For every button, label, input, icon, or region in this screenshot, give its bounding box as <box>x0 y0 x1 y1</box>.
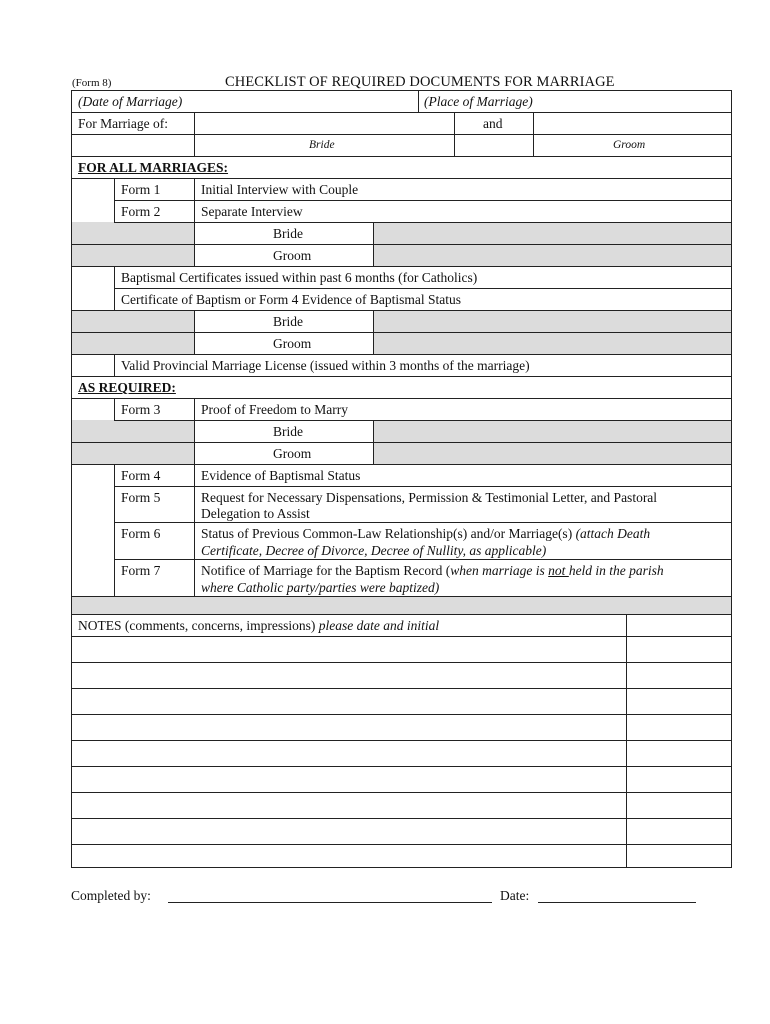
form7-text-line2: where Catholic party/parties were baptized) <box>201 580 440 595</box>
rule <box>194 398 195 464</box>
rule <box>114 486 732 487</box>
rule <box>114 222 732 223</box>
page-title: CHECKLIST OF REQUIRED DOCUMENTS FOR MARRIAGE <box>225 74 615 90</box>
rule <box>71 112 732 113</box>
rule <box>731 90 732 867</box>
rule <box>194 310 195 354</box>
rule <box>71 867 732 868</box>
form4-text: Evidence of Baptismal Status <box>201 468 361 483</box>
rule <box>71 134 732 135</box>
form7-text-italic-a: when marriage is <box>450 563 549 578</box>
baptism-bride-label: Bride <box>273 314 303 329</box>
rule <box>71 244 732 245</box>
date-of-marriage-label: (Date of Marriage) <box>78 94 183 109</box>
form2-text: Separate Interview <box>201 204 303 219</box>
rule <box>71 442 732 443</box>
rule <box>71 464 732 465</box>
rule <box>533 112 534 156</box>
rule <box>71 688 732 689</box>
notes-label <box>78 618 439 633</box>
rule <box>71 714 732 715</box>
form-number: (Form 8) <box>72 77 112 89</box>
form7-text-italic-b: held in the parish <box>568 563 664 578</box>
form5-text-line1: Request for Necessary Dispensations, Permission & Testimonial Letter, and Pastoral <box>201 490 658 505</box>
completed-by-label: Completed by: <box>71 888 151 903</box>
rule <box>114 420 732 421</box>
shade-separator-row <box>71 596 732 614</box>
rule <box>114 200 732 201</box>
rule <box>71 614 732 615</box>
rule <box>71 376 732 377</box>
rule <box>71 178 732 179</box>
form2-code: Form 2 <box>121 204 161 219</box>
rule <box>194 112 195 156</box>
notes-label-italic: please date and initial <box>318 618 440 633</box>
rule <box>71 332 732 333</box>
certificate-of-baptism-text: Certificate of Baptism or Form 4 Evidence of Baptismal Status <box>121 292 462 307</box>
bride-caption: Bride <box>309 139 335 151</box>
place-of-marriage-label: (Place of Marriage) <box>424 94 533 109</box>
rule <box>194 178 195 266</box>
form3-code: Form 3 <box>121 402 161 417</box>
freedom-bride-label: Bride <box>273 424 303 439</box>
rule <box>373 310 374 354</box>
rule <box>114 464 115 596</box>
rule <box>71 90 72 867</box>
notes-label-plain: NOTES (comments, concerns, impressions) <box>78 618 319 633</box>
form5-code: Form 5 <box>121 490 161 505</box>
as-required-heading: AS REQUIRED: <box>78 380 176 395</box>
form6-text-italic: (attach Death <box>575 526 651 541</box>
for-marriage-of-label: For Marriage of: <box>78 116 168 131</box>
rule <box>454 112 455 156</box>
rule <box>114 288 732 289</box>
rule <box>71 740 732 741</box>
form1-code: Form 1 <box>121 182 161 197</box>
rule <box>194 464 195 596</box>
rule <box>71 398 732 399</box>
form7-text-plain: Notifice of Marriage for the Baptism Record ( <box>201 563 451 578</box>
rule <box>114 398 115 420</box>
rule <box>114 522 732 523</box>
form1-text: Initial Interview with Couple <box>201 182 359 197</box>
freedom-groom-label: Groom <box>273 446 312 461</box>
rule <box>71 844 732 845</box>
form7-text-not: not <box>548 563 569 578</box>
form7-text-line1 <box>201 563 664 578</box>
rule <box>626 614 627 867</box>
rule <box>71 266 732 267</box>
form4-code: Form 4 <box>121 468 161 483</box>
rule <box>418 90 419 112</box>
rule <box>71 354 732 355</box>
baptism-groom-label: Groom <box>273 336 312 351</box>
and-label: and <box>483 116 503 131</box>
for-all-marriages-heading: FOR ALL MARRIAGES: <box>78 160 229 175</box>
rule <box>71 792 732 793</box>
form3-text: Proof of Freedom to Marry <box>201 402 348 417</box>
rule <box>71 156 732 157</box>
form7-code: Form 7 <box>121 563 161 578</box>
date-label: Date: <box>500 888 530 903</box>
rule <box>114 178 115 222</box>
rule <box>114 354 115 376</box>
rule <box>71 90 732 91</box>
form6-code: Form 6 <box>121 526 161 541</box>
rule <box>114 266 115 310</box>
rule <box>373 420 374 464</box>
rule <box>71 310 732 311</box>
form6-text-line2: Certificate, Decree of Divorce, Decree of Nullity, as applicable) <box>201 543 547 558</box>
rule <box>71 766 732 767</box>
rule <box>114 559 732 560</box>
form6-text-line1 <box>201 526 650 541</box>
completed-by-line[interactable] <box>168 902 492 903</box>
rule <box>71 636 732 637</box>
rule <box>373 222 374 266</box>
marriage-license-text: Valid Provincial Marriage License (issued within 3 months of the marriage) <box>121 358 530 373</box>
date-line[interactable] <box>538 902 696 903</box>
groom-caption: Groom <box>613 139 646 151</box>
rule <box>71 596 732 597</box>
form5-text-line2: Delegation to Assist <box>201 506 310 521</box>
rule <box>71 662 732 663</box>
interview-groom-label: Groom <box>273 248 312 263</box>
baptismal-certificates-text: Baptismal Certificates issued within past 6 months (for Catholics) <box>121 270 478 285</box>
form6-text-plain: Status of Previous Common-Law Relationship(s) and/or Marriage(s) <box>201 526 576 541</box>
rule <box>71 818 732 819</box>
interview-bride-label: Bride <box>273 226 303 241</box>
